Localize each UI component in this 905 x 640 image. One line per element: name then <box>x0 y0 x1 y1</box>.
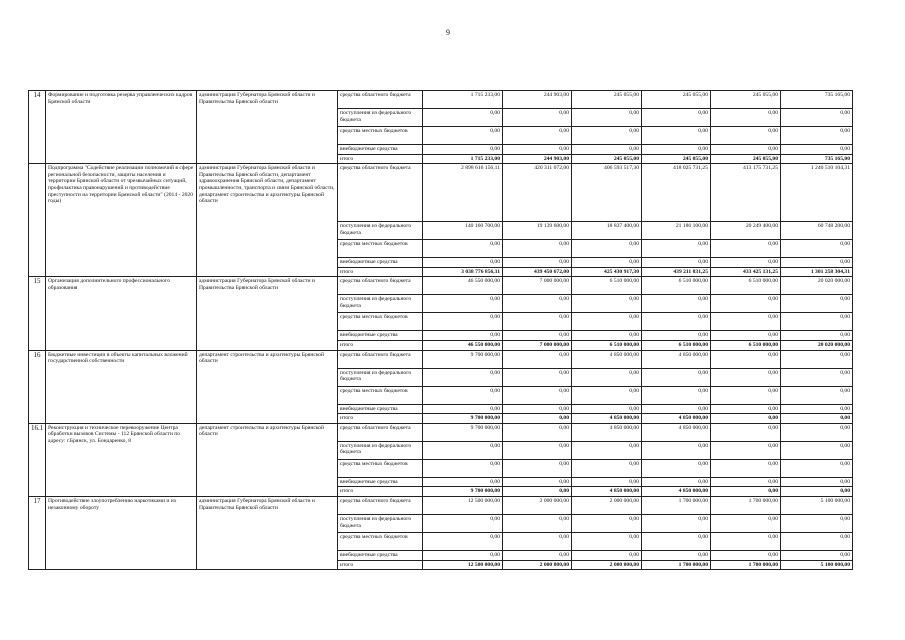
amount-cell: 0,00 <box>503 514 572 532</box>
amount-cell: 0,00 <box>423 404 503 414</box>
amount-cell: 0,00 <box>503 368 572 386</box>
amount-cell: 0,00 <box>711 295 781 313</box>
amount-cell: 4 850 000,00 <box>642 350 711 368</box>
amount-cell: 7 000 000,00 <box>503 277 572 295</box>
amount-cell: 420 311 072,00 <box>503 164 572 222</box>
amount-cell: 0,00 <box>423 295 503 313</box>
amount-cell: 0,00 <box>781 313 853 331</box>
funding-source: средства областного бюджета <box>338 350 423 368</box>
funding-source: внебюджетные средства <box>338 550 423 560</box>
amount-cell: 2 000 000,00 <box>503 496 572 514</box>
amount-cell: 2 000 000,00 <box>503 560 572 570</box>
amount-cell: 0,00 <box>711 386 781 404</box>
amount-cell: 12 500 000,00 <box>423 560 503 570</box>
amount-cell: 0,00 <box>642 550 711 560</box>
amount-cell: 0,00 <box>503 109 572 127</box>
amount-cell: 0,00 <box>781 350 853 368</box>
amount-cell: 2 000 000,00 <box>572 496 642 514</box>
amount-cell: 0,00 <box>642 331 711 341</box>
amount-cell: 0,00 <box>711 514 781 532</box>
amount-cell: 245 055,00 <box>642 91 711 109</box>
amount-cell: 0,00 <box>642 240 711 258</box>
amount-cell: 46 550 000,00 <box>423 277 503 295</box>
amount-cell: 0,00 <box>642 404 711 414</box>
funding-source: средства местных бюджетов <box>338 459 423 477</box>
amount-cell: 1 700 000,00 <box>642 560 711 570</box>
amount-cell: 0,00 <box>642 109 711 127</box>
amount-cell: 0,00 <box>642 127 711 145</box>
amount-cell: 0,00 <box>503 423 572 441</box>
amount-cell: 735 165,00 <box>781 91 853 109</box>
amount-cell: 0,00 <box>642 532 711 550</box>
amount-cell: 46 550 000,00 <box>423 340 503 350</box>
funding-source: поступления из федерального бюджета <box>338 441 423 459</box>
amount-cell: 0,00 <box>711 477 781 487</box>
amount-cell: 0,00 <box>781 258 853 268</box>
executor: администрация Губернатора Брянской области и Правительства Брянской области, департамент здравоохранения Брянской области, департамент промышленности, транспорта и связи Брянской области, департамент строительства и архитектуры Брянской области <box>197 164 338 277</box>
activity-name: Реконструкция и техническое перевооружение Центра обработки вызовов Системы - 112 Брянской области по адресу: г.Брянск, ул. Бондаренко, 8 <box>46 423 197 496</box>
amount-cell: 4 850 000,00 <box>642 487 711 497</box>
amount-cell: 0,00 <box>642 459 711 477</box>
amount-cell: 0,00 <box>781 441 853 459</box>
amount-cell: 0,00 <box>423 240 503 258</box>
amount-cell: 6 510 000,00 <box>711 340 781 350</box>
amount-cell: 0,00 <box>503 331 572 341</box>
amount-cell: 140 160 700,00 <box>423 222 503 240</box>
amount-cell: 6 510 000,00 <box>572 340 642 350</box>
table-body <box>29 91 853 570</box>
amount-cell: 0,00 <box>781 459 853 477</box>
funding-source: итого <box>338 267 423 277</box>
amount-cell: 1 700 000,00 <box>642 496 711 514</box>
amount-cell: 0,00 <box>423 477 503 487</box>
amount-cell: 0,00 <box>572 550 642 560</box>
amount-cell: 425 430 917,30 <box>572 267 642 277</box>
amount-cell: 0,00 <box>572 386 642 404</box>
amount-cell: 60 748 200,00 <box>781 222 853 240</box>
amount-cell: 0,00 <box>711 532 781 550</box>
amount-cell: 0,00 <box>642 145 711 155</box>
funding-source: итого <box>338 487 423 497</box>
amount-cell: 413 175 731,25 <box>711 164 781 222</box>
amount-cell: 0,00 <box>423 127 503 145</box>
funding-source: поступления из федерального бюджета <box>338 222 423 240</box>
amount-cell: 0,00 <box>711 127 781 145</box>
amount-cell: 5 100 000,00 <box>781 496 853 514</box>
funding-source: средства местных бюджетов <box>338 532 423 550</box>
amount-cell: 4 850 000,00 <box>642 414 711 424</box>
amount-cell: 0,00 <box>503 550 572 560</box>
amount-cell: 0,00 <box>572 109 642 127</box>
funding-source: итого <box>338 154 423 164</box>
amount-cell: 4 850 000,00 <box>572 414 642 424</box>
amount-cell: 0,00 <box>503 414 572 424</box>
row-index: 16 <box>29 350 46 423</box>
amount-cell: 0,00 <box>423 145 503 155</box>
amount-cell: 0,00 <box>503 313 572 331</box>
amount-cell: 9 700 000,00 <box>423 423 503 441</box>
page-number: 9 <box>446 28 450 37</box>
amount-cell: 0,00 <box>781 423 853 441</box>
funding-source: поступления из федерального бюджета <box>338 295 423 313</box>
amount-cell: 0,00 <box>503 532 572 550</box>
executor: администрация Губернатора Брянской области и Правительства Брянской области <box>197 496 338 569</box>
amount-cell: 12 500 000,00 <box>423 496 503 514</box>
amount-cell: 20 249 400,00 <box>711 222 781 240</box>
amount-cell: 9 700 000,00 <box>423 350 503 368</box>
amount-cell: 0,00 <box>781 414 853 424</box>
amount-cell: 0,00 <box>423 550 503 560</box>
amount-cell: 7 000 000,00 <box>503 340 572 350</box>
amount-cell: 0,00 <box>572 145 642 155</box>
amount-cell: 1 301 258 304,31 <box>781 267 853 277</box>
amount-cell: 1 240 510 104,31 <box>781 164 853 222</box>
funding-source: средства областного бюджета <box>338 277 423 295</box>
funding-source: средства областного бюджета <box>338 496 423 514</box>
amount-cell: 1 700 000,00 <box>711 496 781 514</box>
row-index: 15 <box>29 277 46 350</box>
amount-cell: 0,00 <box>503 477 572 487</box>
amount-cell: 0,00 <box>711 240 781 258</box>
activity-name: Организация дополнительного профессионального образования <box>46 277 197 350</box>
amount-cell: 0,00 <box>711 423 781 441</box>
funding-source: средства местных бюджетов <box>338 386 423 404</box>
amount-cell: 0,00 <box>642 441 711 459</box>
table-row <box>29 350 853 368</box>
row-index: 16.1 <box>29 423 46 496</box>
amount-cell: 0,00 <box>503 404 572 414</box>
amount-cell: 0,00 <box>642 258 711 268</box>
amount-cell: 0,00 <box>572 368 642 386</box>
amount-cell: 244 903,00 <box>503 91 572 109</box>
amount-cell: 0,00 <box>423 331 503 341</box>
amount-cell: 2 000 000,00 <box>572 560 642 570</box>
amount-cell: 0,00 <box>572 459 642 477</box>
amount-cell: 0,00 <box>711 441 781 459</box>
funding-source: поступления из федерального бюджета <box>338 368 423 386</box>
amount-cell: 418 025 731,25 <box>642 164 711 222</box>
amount-cell: 0,00 <box>781 145 853 155</box>
amount-cell: 0,00 <box>503 145 572 155</box>
amount-cell: 0,00 <box>423 368 503 386</box>
amount-cell: 244 903,00 <box>503 154 572 164</box>
amount-cell: 0,00 <box>642 386 711 404</box>
amount-cell: 245 055,00 <box>642 154 711 164</box>
amount-cell: 0,00 <box>572 532 642 550</box>
funding-source: внебюджетные средства <box>338 145 423 155</box>
amount-cell: 1 700 000,00 <box>711 560 781 570</box>
amount-cell: 6 510 000,00 <box>572 277 642 295</box>
amount-cell: 439 211 831,25 <box>642 267 711 277</box>
amount-cell: 0,00 <box>711 487 781 497</box>
amount-cell: 0,00 <box>781 127 853 145</box>
amount-cell: 0,00 <box>503 441 572 459</box>
amount-cell: 4 850 000,00 <box>572 423 642 441</box>
amount-cell: 0,00 <box>711 313 781 331</box>
table-row <box>29 164 853 222</box>
amount-cell: 20 020 000,00 <box>781 277 853 295</box>
table-row <box>29 91 853 109</box>
amount-cell: 2 898 616 156,11 <box>423 164 503 222</box>
amount-cell: 0,00 <box>572 441 642 459</box>
amount-cell: 0,00 <box>503 240 572 258</box>
amount-cell: 0,00 <box>711 414 781 424</box>
amount-cell: 0,00 <box>642 313 711 331</box>
amount-cell: 0,00 <box>423 532 503 550</box>
amount-cell: 0,00 <box>781 550 853 560</box>
amount-cell: 6 510 000,00 <box>642 277 711 295</box>
amount-cell: 0,00 <box>423 258 503 268</box>
amount-cell: 0,00 <box>781 386 853 404</box>
amount-cell: 0,00 <box>781 109 853 127</box>
amount-cell: 0,00 <box>711 550 781 560</box>
funding-source: итого <box>338 414 423 424</box>
amount-cell: 0,00 <box>503 459 572 477</box>
amount-cell: 0,00 <box>781 487 853 497</box>
amount-cell: 9 700 000,00 <box>423 414 503 424</box>
funding-source: средства областного бюджета <box>338 164 423 222</box>
amount-cell: 0,00 <box>711 331 781 341</box>
amount-cell: 0,00 <box>572 295 642 313</box>
row-index: 17 <box>29 496 46 569</box>
amount-cell: 0,00 <box>503 127 572 145</box>
funding-source: средства областного бюджета <box>338 423 423 441</box>
amount-cell: 0,00 <box>711 350 781 368</box>
amount-cell: 0,00 <box>423 459 503 477</box>
amount-cell: 0,00 <box>711 258 781 268</box>
funding-source: поступления из федерального бюджета <box>338 514 423 532</box>
amount-cell: 4 850 000,00 <box>572 350 642 368</box>
funding-source: средства областного бюджета <box>338 91 423 109</box>
amount-cell: 0,00 <box>711 145 781 155</box>
table-row <box>29 277 853 295</box>
amount-cell: 0,00 <box>781 368 853 386</box>
funding-source: поступления из федерального бюджета <box>338 109 423 127</box>
row-index <box>29 164 46 277</box>
amount-cell: 245 055,00 <box>711 154 781 164</box>
amount-cell: 5 100 000,00 <box>781 560 853 570</box>
amount-cell: 0,00 <box>423 441 503 459</box>
amount-cell: 0,00 <box>572 240 642 258</box>
amount-cell: 6 510 000,00 <box>642 340 711 350</box>
executor: департамент строительства и архитектуры Брянской области <box>197 423 338 496</box>
amount-cell: 0,00 <box>503 350 572 368</box>
amount-cell: 0,00 <box>781 514 853 532</box>
amount-cell: 6 510 000,00 <box>711 277 781 295</box>
amount-cell: 0,00 <box>781 404 853 414</box>
amount-cell: 439 450 672,00 <box>503 267 572 277</box>
amount-cell: 0,00 <box>503 295 572 313</box>
amount-cell: 18 837 400,00 <box>572 222 642 240</box>
executor: администрация Губернатора Брянской области и Правительства Брянской области <box>197 91 338 164</box>
table-row <box>29 423 853 441</box>
amount-cell: 0,00 <box>423 386 503 404</box>
amount-cell: 245 055,00 <box>572 91 642 109</box>
amount-cell: 0,00 <box>572 313 642 331</box>
funding-source: итого <box>338 340 423 350</box>
amount-cell: 433 425 131,25 <box>711 267 781 277</box>
executor: департамент строительства и архитектуры Брянской области <box>197 350 338 423</box>
amount-cell: 0,00 <box>572 404 642 414</box>
executor: администрация Губернатора Брянской области и Правительства Брянской области <box>197 277 338 350</box>
amount-cell: 0,00 <box>711 368 781 386</box>
funding-source: итого <box>338 560 423 570</box>
amount-cell: 4 850 000,00 <box>642 423 711 441</box>
amount-cell: 0,00 <box>503 386 572 404</box>
funding-source: внебюджетные средства <box>338 404 423 414</box>
funding-source: средства местных бюджетов <box>338 127 423 145</box>
amount-cell: 0,00 <box>572 477 642 487</box>
amount-cell: 0,00 <box>781 295 853 313</box>
amount-cell: 0,00 <box>503 258 572 268</box>
amount-cell: 0,00 <box>642 514 711 532</box>
amount-cell: 0,00 <box>711 109 781 127</box>
activity-name: Формирование и подготовка резерва управленческих кадров Брянской области <box>46 91 197 164</box>
amount-cell: 0,00 <box>642 368 711 386</box>
amount-cell: 0,00 <box>572 331 642 341</box>
funding-source: внебюджетные средства <box>338 331 423 341</box>
amount-cell: 20 020 000,00 <box>781 340 853 350</box>
amount-cell: 0,00 <box>572 127 642 145</box>
amount-cell: 0,00 <box>642 295 711 313</box>
amount-cell: 19 139 600,00 <box>503 222 572 240</box>
amount-cell: 0,00 <box>642 477 711 487</box>
amount-cell: 0,00 <box>503 487 572 497</box>
amount-cell: 0,00 <box>781 331 853 341</box>
amount-cell: 0,00 <box>572 514 642 532</box>
table-row <box>29 496 853 514</box>
amount-cell: 4 850 000,00 <box>572 487 642 497</box>
budget-table <box>28 90 853 570</box>
funding-source: внебюджетные средства <box>338 258 423 268</box>
amount-cell: 3 038 776 856,11 <box>423 267 503 277</box>
amount-cell: 0,00 <box>781 532 853 550</box>
amount-cell: 406 593 517,30 <box>572 164 642 222</box>
funding-source: средства местных бюджетов <box>338 313 423 331</box>
funding-source: внебюджетные средства <box>338 477 423 487</box>
amount-cell: 735 165,00 <box>781 154 853 164</box>
amount-cell: 9 700 000,00 <box>423 487 503 497</box>
amount-cell: 21 186 100,00 <box>642 222 711 240</box>
amount-cell: 245 055,00 <box>572 154 642 164</box>
funding-source: средства местных бюджетов <box>338 240 423 258</box>
amount-cell: 0,00 <box>423 514 503 532</box>
amount-cell: 0,00 <box>423 313 503 331</box>
amount-cell: 0,00 <box>711 459 781 477</box>
amount-cell: 0,00 <box>781 240 853 258</box>
amount-cell: 1 715 233,00 <box>423 91 503 109</box>
amount-cell: 245 055,00 <box>711 91 781 109</box>
activity-name: Противодействие злоупотреблению наркотиками и их незаконному обороту <box>46 496 197 569</box>
amount-cell: 0,00 <box>781 477 853 487</box>
activity-name: Подпрограмма "Содействие реализации полномочий в сфере региональной безопасности, защиты населения и территории Брянской области от чрезвычайных ситуаций, профилактика правонарушений и противодействие преступности на территории Брянской области" (2014 - 2020 годы) <box>46 164 197 277</box>
amount-cell: 1 715 233,00 <box>423 154 503 164</box>
amount-cell: 0,00 <box>711 404 781 414</box>
amount-cell: 0,00 <box>572 258 642 268</box>
activity-name: Бюджетные инвестиции в объекты капитальных вложений государственной собственности <box>46 350 197 423</box>
amount-cell: 0,00 <box>423 109 503 127</box>
row-index: 14 <box>29 91 46 164</box>
